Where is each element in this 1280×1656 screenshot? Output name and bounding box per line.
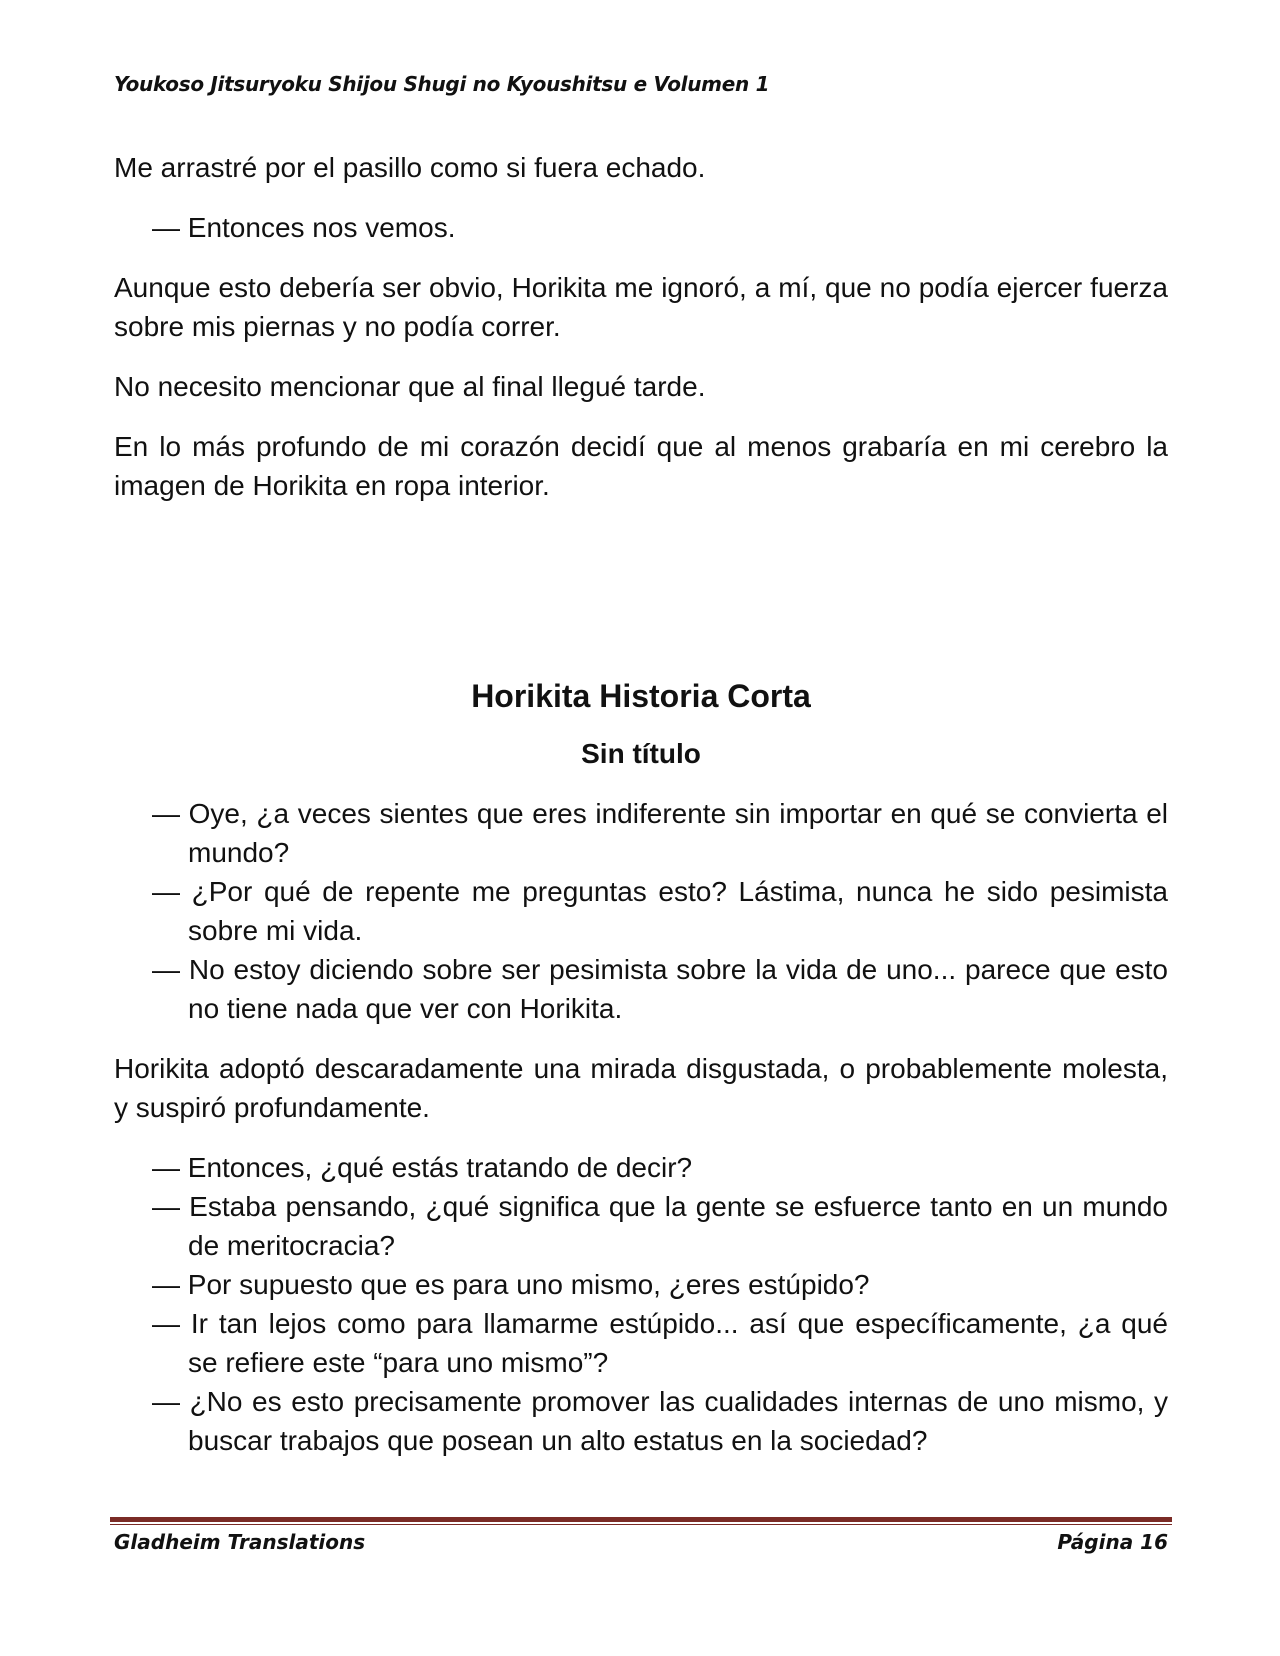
footer-rule [110, 1517, 1172, 1522]
dialogue-line: — Entonces, ¿qué estás tratando de decir? [152, 1152, 693, 1183]
dialogue-line: — ¿No es esto precisamente promover las cualidades internas de uno mismo, y buscar trabajos que posean un alto estatus en la sociedad? [152, 1386, 1168, 1456]
page-body [114, 148, 1168, 1481]
footer-credit: Gladheim Translations [114, 1530, 366, 1554]
dialogue-line: — Entonces nos vemos. [152, 212, 456, 243]
dialogue-block [114, 1148, 1168, 1460]
dialogue-line: — No estoy diciendo sobre ser pesimista sobre la vida de uno... parece que esto no tiene nada que ver con Horikita. [152, 954, 1168, 1024]
paragraph: Horikita adoptó descaradamente una mirada disgustada, o probablemente molesta, y suspiró profundamente. [114, 1053, 1168, 1123]
paragraph: En lo más profundo de mi corazón decidí que al menos grabaría en mi cerebro la imagen de Horikita en ropa interior. [114, 431, 1168, 501]
section-gap [114, 526, 1168, 676]
dialogue-line: — Ir tan lejos como para llamarme estúpido... así que específicamente, ¿a qué se refiere este “para uno mismo”? [152, 1308, 1168, 1378]
dialogue-block [114, 794, 1168, 1028]
page-number: Página 16 [1057, 1530, 1168, 1554]
dialogue-line: — Por supuesto que es para uno mismo, ¿eres estúpido? [152, 1269, 870, 1300]
running-header: Youkoso Jitsuryoku Shijou Shugi no Kyoushitsu e Volumen 1 [114, 72, 770, 96]
paragraph: No necesito mencionar que al final llegué tarde. [114, 371, 706, 402]
section-title: Horikita Historia Corta [471, 678, 811, 714]
paragraph: Aunque esto debería ser obvio, Horikita me ignoró, a mí, que no podía ejercer fuerza sobre mis piernas y no podía correr. [114, 272, 1168, 342]
paragraph: Me arrastré por el pasillo como si fuera echado. [114, 152, 706, 183]
dialogue-line: — ¿Por qué de repente me preguntas esto? Lástima, nunca he sido pesimista sobre mi vida. [152, 876, 1168, 946]
section-subtitle: Sin título [581, 738, 701, 769]
dialogue-line: — Oye, ¿a veces sientes que eres indiferente sin importar en qué se convierta el mundo? [152, 798, 1168, 868]
dialogue-line: — Estaba pensando, ¿qué significa que la gente se esfuerce tanto en un mundo de meritocracia? [152, 1191, 1168, 1261]
footer-rule-thin [110, 1524, 1172, 1525]
